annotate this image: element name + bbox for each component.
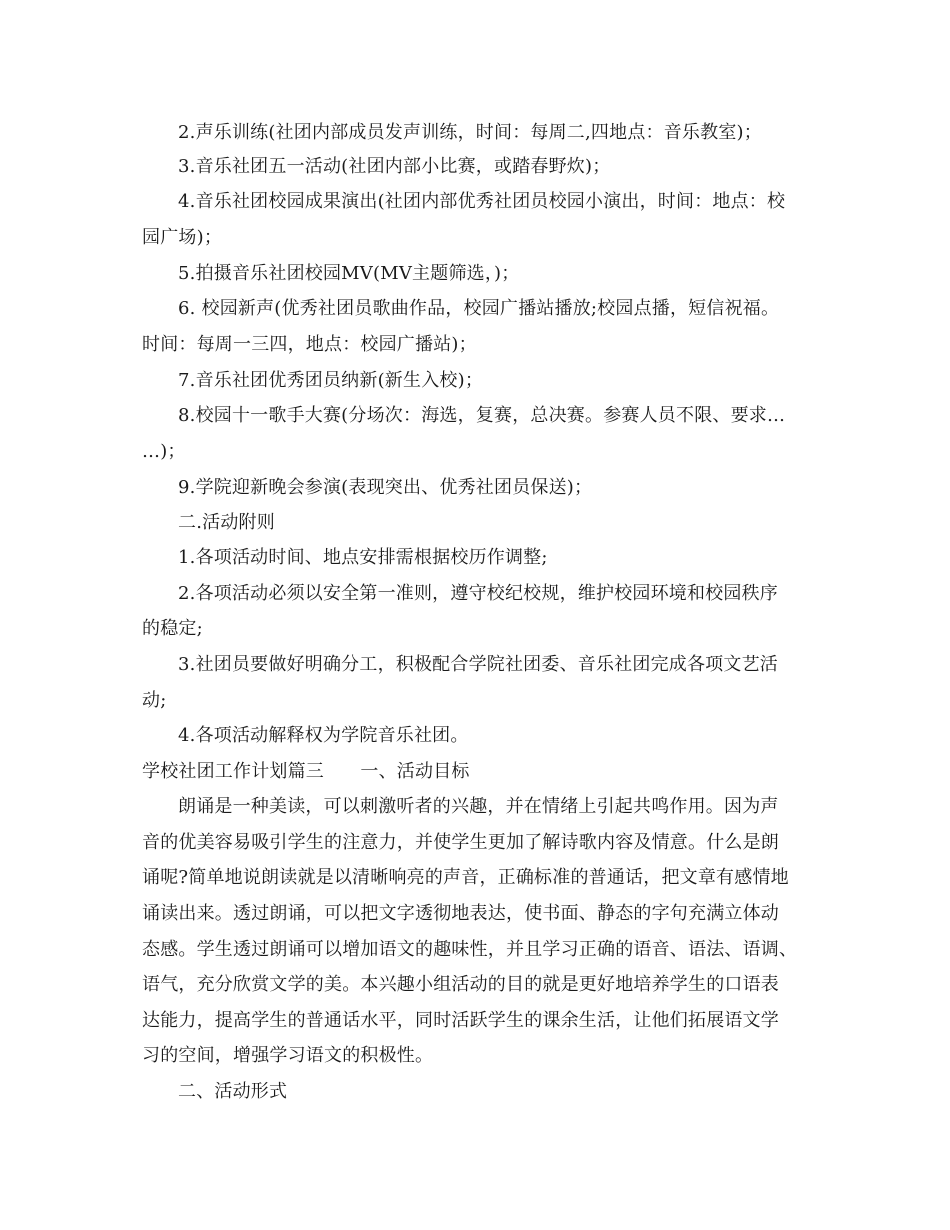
list-item: 5.拍摄音乐社团校园MV(MV主题筛选，)； [178,263,520,284]
list-item: 9.学院迎新晚会参演(表现突出、优秀社团员保送)； [178,477,593,498]
list-item-continuation: 动; [142,690,167,711]
list-item: 6. 校园新声(优秀社团员歌曲作品，校园广播站播放;校园点播，短信祝福。 [178,298,780,319]
list-item: 8.校园十一歌手大赛(分场次：海选，复赛，总决赛。参赛人员不限、要求… [178,405,786,426]
list-item-continuation: 园广场)； [142,227,223,248]
paragraph-line: 语气，充分欣赏文学的美。本兴趣小组活动的目的就是更好地培养学生的口语表 [142,974,779,995]
list-item-continuation: 时间：每周一三四，地点：校园广播站)； [142,334,477,355]
paragraph-line: 诵呢?简单地说朗读就是以清晰响亮的声音，正确标准的普通话，把文章有感情地 [142,867,789,888]
list-item: 3.社团员要做好明确分工，积极配合学院社团委、音乐社团完成各项文艺活 [178,654,778,675]
list-item-continuation: …)； [142,441,186,462]
paragraph-line: 习的空间，增强学习语文的积极性。 [142,1045,434,1066]
list-item: 1.各项活动时间、地点安排需根据校历作调整; [178,547,548,568]
list-item: 2.各项活动必须以安全第一准则，遵守校纪校规，维护校园环境和校园秩序 [178,583,778,604]
list-item: 3.音乐社团五一活动(社团内部小比赛，或踏春野炊)； [178,156,611,177]
paragraph-line: 态感。学生透过朗诵可以增加语文的趣味性，并且学习正确的语音、语法、语调、 [142,939,798,960]
list-item: 2.声乐训练(社团内部成员发声训练，时间：每周二,四地点：音乐教室)； [178,122,762,143]
section-title: 学校社团工作计划篇三 一、活动目标 [142,761,470,782]
section-heading: 二.活动附则 [178,512,275,533]
list-item: 7.音乐社团优秀团员纳新(新生入校)； [178,370,484,391]
section-heading: 二、活动形式 [178,1081,288,1102]
paragraph-line: 朗诵是一种美读，可以刺激听者的兴趣，并在情绪上引起共鸣作用。因为声 [178,796,779,817]
paragraph-line: 诵读出来。透过朗诵，可以把文字透彻地表达，使书面、静态的字句充满立体动 [142,903,779,924]
paragraph-line: 达能力，提高学生的普通话水平，同时活跃学生的课余生活，让他们拓展语文学 [142,1010,779,1031]
paragraph-line: 音的优美容易吸引学生的注意力，并使学生更加了解诗歌内容及情意。什么是朗 [142,832,779,853]
list-item: 4.各项活动解释权为学院音乐社团。 [178,725,469,746]
list-item-continuation: 的稳定; [142,618,203,639]
list-item: 4.音乐社团校园成果演出(社团内部优秀社团员校园小演出，时间：地点：校 [178,191,786,212]
